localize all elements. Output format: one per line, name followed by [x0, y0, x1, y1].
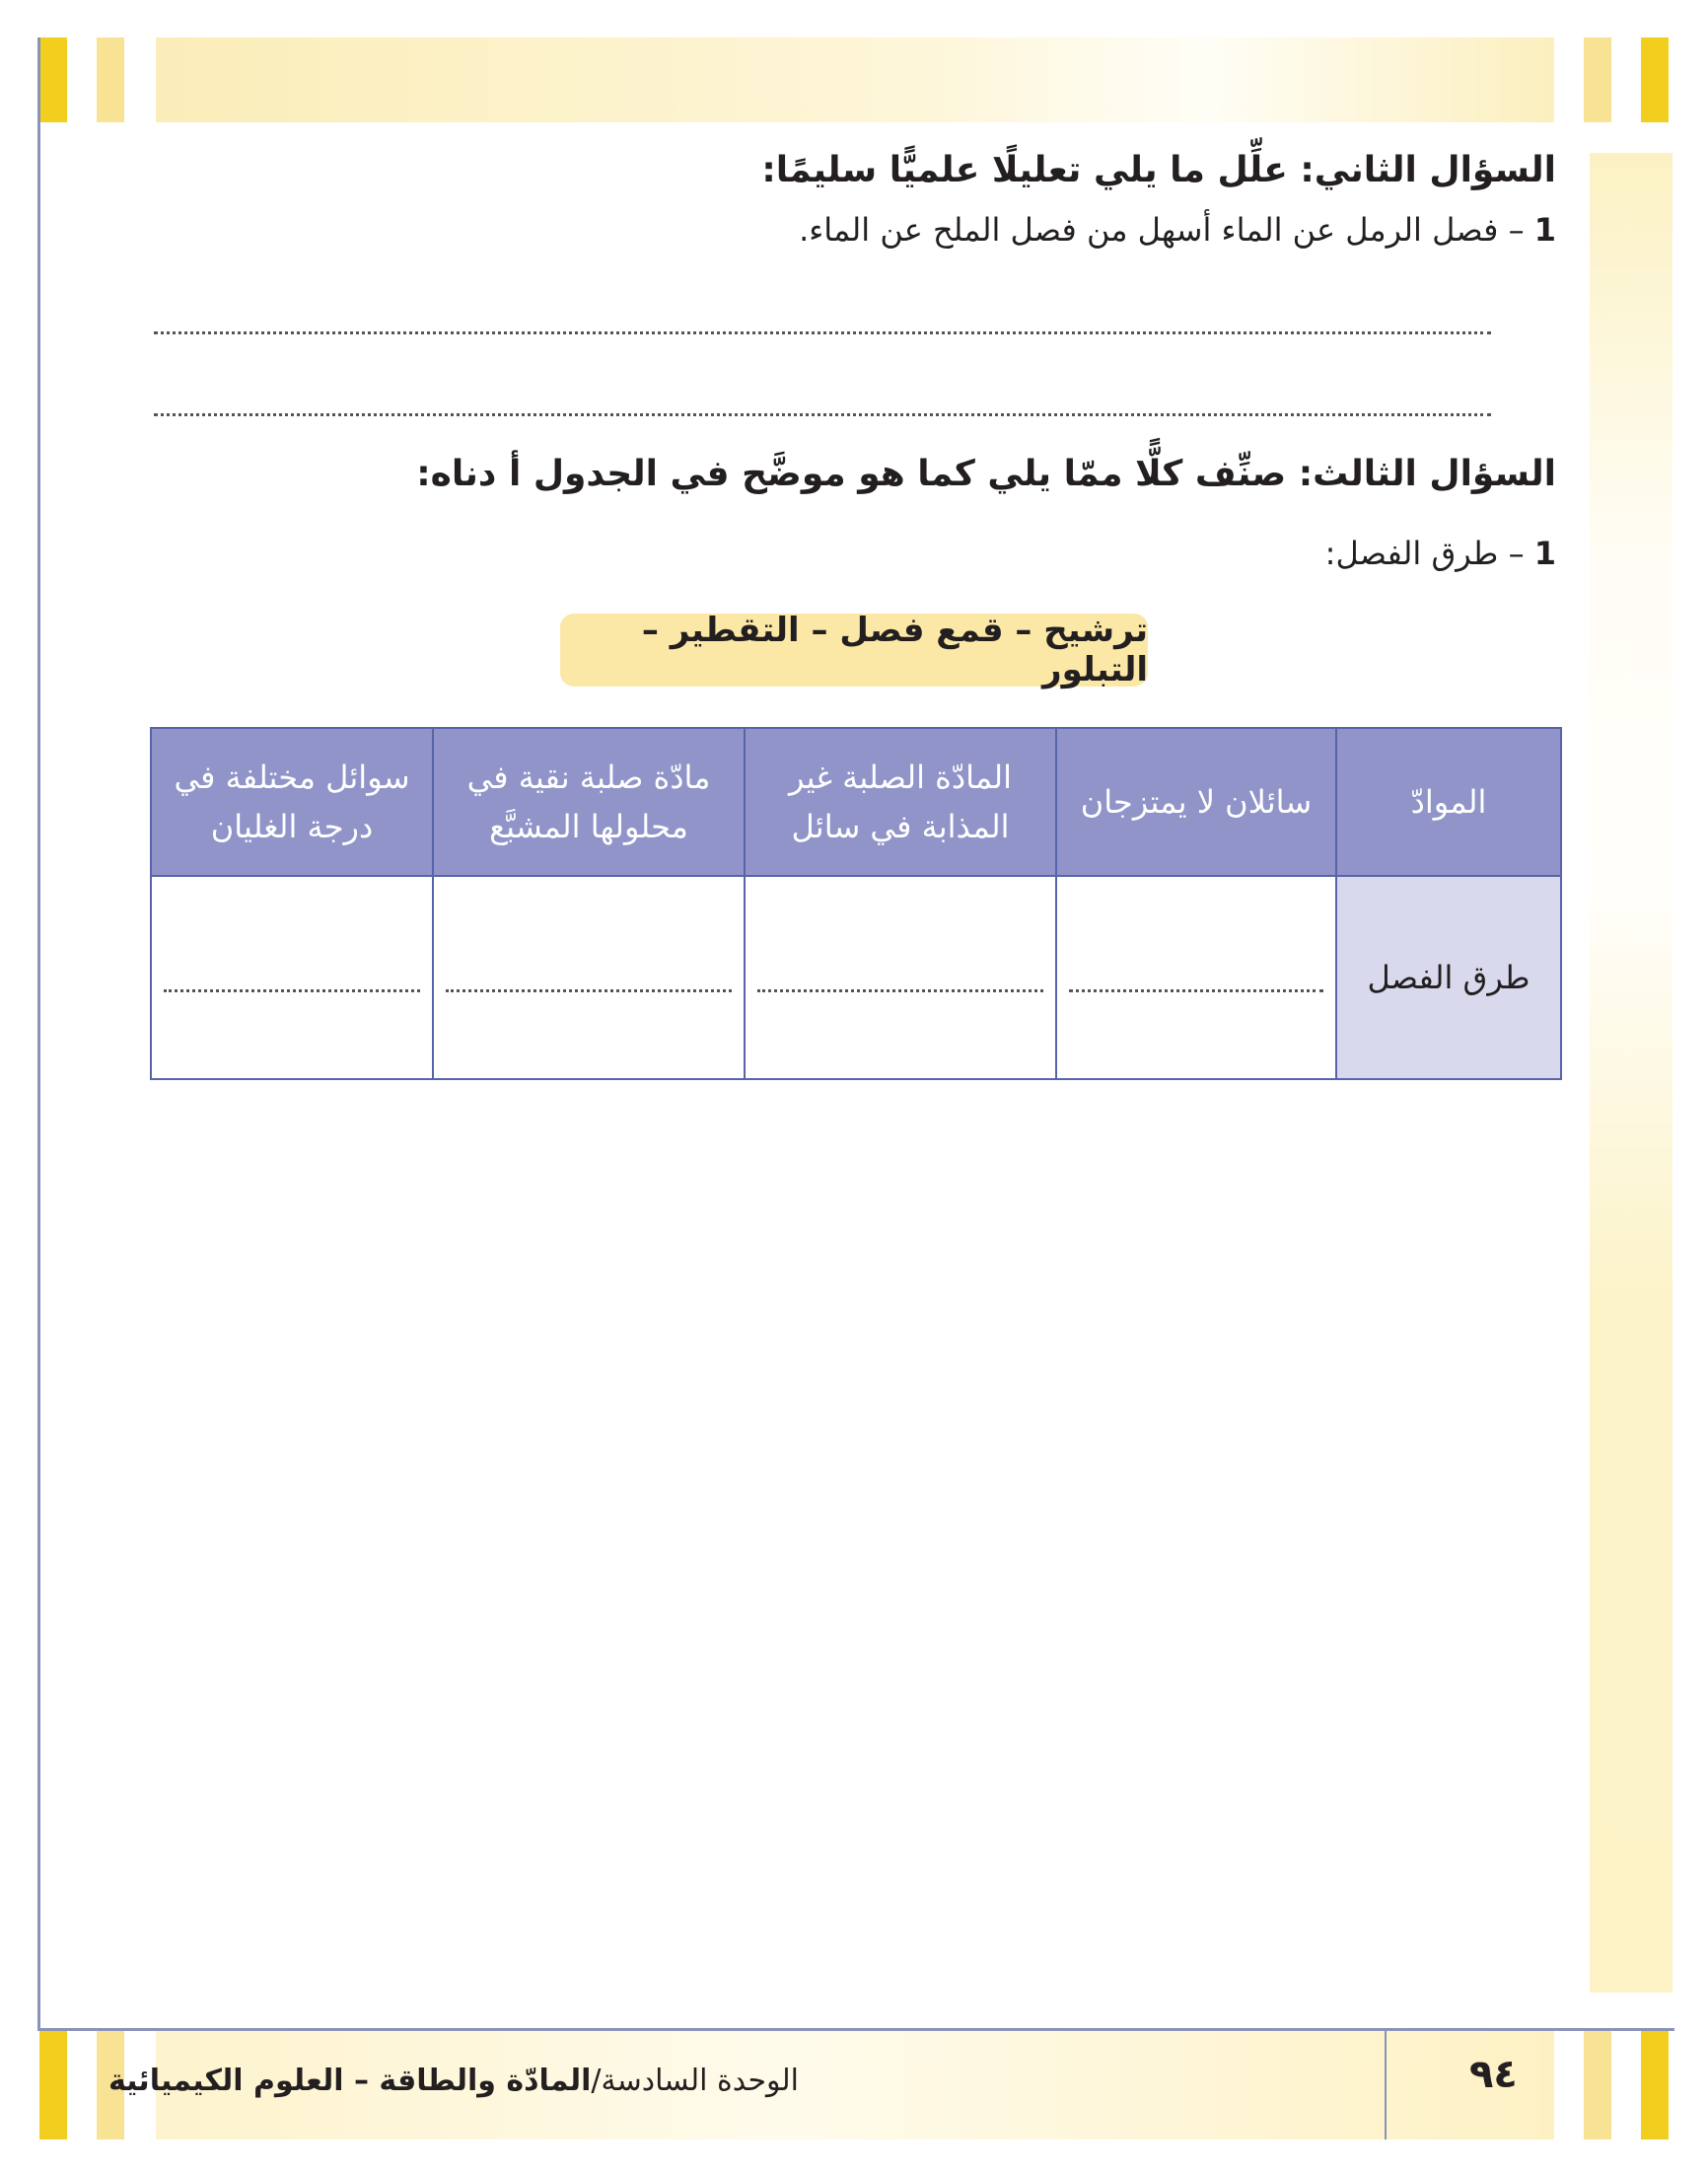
table-answer-cell[interactable] [151, 876, 433, 1079]
top-left-dark-bar [39, 37, 67, 122]
bottom-left-dark-bar [39, 2031, 67, 2139]
table-answer-cell[interactable] [1056, 876, 1336, 1079]
answer-line-1[interactable] [154, 331, 1491, 334]
footer-divider [1385, 2031, 1387, 2139]
table-header-cell: سوائل مختلفة في درجة الغليان [151, 728, 433, 876]
table-row [151, 876, 1561, 1079]
question2-item-number: 1 [1533, 211, 1556, 249]
header-strip [156, 37, 1554, 122]
table-header-cell: سائلان لا يمتزجان [1056, 728, 1336, 876]
side-strip [1590, 153, 1672, 1993]
table-header-cell: مادّة صلبة نقية في محلولها المشبَّع [433, 728, 745, 876]
footer-unit-label: الوحدة السادسة/ [591, 2064, 799, 2098]
table-answer-cell[interactable] [433, 876, 745, 1079]
word-bank: ترشيح – قمع فصل – التقطير – التبلور [560, 614, 1148, 687]
question2-item-text: – فصل الرمل عن الماء أسهل من فصل الملح عن الماء. [799, 211, 1525, 249]
top-right-dark-bar [1641, 37, 1669, 122]
table-header-row [151, 728, 1561, 876]
table-answer-cell[interactable] [745, 876, 1056, 1079]
table-header-cell: الموادّ [1336, 728, 1561, 876]
bottom-right-light-bar [1584, 2031, 1611, 2139]
answer-dotted-line [446, 989, 732, 992]
table-header-cell: المادّة الصلبة غير المذابة في سائل [745, 728, 1056, 876]
question3-item [1325, 535, 1556, 572]
question3-title: السؤال الثالث: صنِّف كلًّا ممّا يلي كما هو موضَّح في الجدول أ دناه: [416, 454, 1556, 494]
question2-title: السؤال الثاني: علِّل ما يلي تعليلًا علميًّا سليمًا: [761, 150, 1556, 190]
answer-dotted-line [757, 989, 1043, 992]
left-border-line [37, 37, 40, 2030]
answer-dotted-line [164, 989, 420, 992]
answer-dotted-line [1069, 989, 1323, 992]
footer-unit-title: المادّة والطاقة – العلوم الكيميائية [107, 2064, 592, 2098]
footer-unit [108, 2064, 799, 2098]
answer-line-2[interactable] [154, 413, 1491, 416]
question2-item [799, 211, 1556, 249]
question3-item-number: 1 [1533, 535, 1556, 572]
page-number: ٩٤ [1469, 2052, 1518, 2097]
top-right-light-bar [1584, 37, 1611, 122]
top-left-light-bar [97, 37, 124, 122]
classification-table [150, 727, 1562, 1080]
question3-item-text: – طرق الفصل: [1324, 535, 1525, 572]
table-row-label: طرق الفصل [1336, 876, 1561, 1079]
bottom-right-dark-bar [1641, 2031, 1669, 2139]
